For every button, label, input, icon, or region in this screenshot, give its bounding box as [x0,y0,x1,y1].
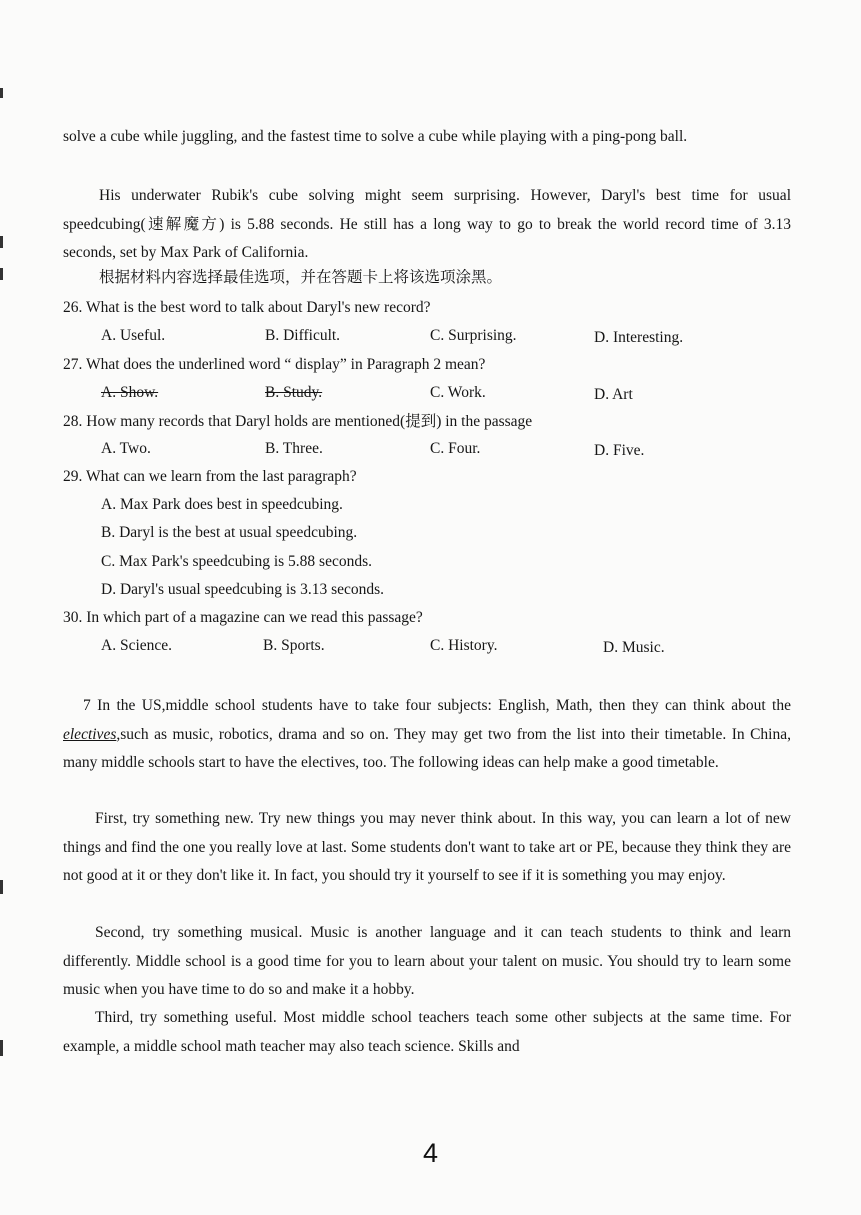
question-27: 27. What does the underlined word “ display” in Paragraph 2 mean? [63,356,486,373]
q30-option-d[interactable]: D. Music. [603,639,665,656]
q28-option-a[interactable]: A. Two. [101,440,151,457]
q27-option-d[interactable]: D. Art [594,386,633,403]
question-28: 28. How many records that Daryl holds are mentioned(提到) in the passage [63,413,533,430]
q30-option-c[interactable]: C. History. [430,637,498,654]
q28-option-d[interactable]: D. Five. [594,442,645,459]
passage-b-p1-text-a: In the US,middle school students have to take four subjects: English, Math, then they can think about the [97,697,791,714]
scan-mark [0,268,3,280]
q29-option-a[interactable]: A. Max Park does best in speedcubing. [101,496,343,513]
scan-mark [0,880,3,894]
passage-a-paragraph-end: solve a cube while juggling, and the fastest time to solve a cube while playing with a ping-pong ball. [63,128,688,145]
passage-b-p1-text-b: ,such as music, robotics, drama and so on. They may get two from the list into their timetable. In China, many middle schools start to have the electives, too. The following ideas can help make a good timetable. [63,725,791,771]
q26-option-c[interactable]: C. Surprising. [430,327,517,344]
q26-option-d[interactable]: D. Interesting. [594,329,684,346]
passage-b-paragraph-2: First, try something new. Try new things you may never think about. In this way, you can learn a lot of new things and find the one you really love at last. Some students don't want to take art or PE, because they think they are not good at it or they don't like it. In fact, you should try it yourself to see if it is something you may enjoy. [63,810,791,884]
question-30: 30. In which part of a magazine can we read this passage? [63,609,423,626]
q26-option-a[interactable]: A. Useful. [101,327,166,344]
q30-option-b[interactable]: B. Sports. [263,637,325,654]
question-26: 26. What is the best word to talk about Daryl's new record? [63,299,431,316]
q26-option-b[interactable]: B. Difficult. [265,327,341,344]
passage-b-paragraph-3: Second, try something musical. Music is another language and it can teach students to think and learn differently. Middle school is a good time for you to learn about your talent on music. You should try to learn some music when you have time to do so and make it a hobby. [63,924,791,998]
instruction-text: 根据材料内容选择最佳选项，并在答题卡上将该选项涂黑。 [99,269,503,286]
q28-option-c[interactable]: C. Four. [430,440,481,457]
q28-option-b[interactable]: B. Three. [265,440,323,457]
q29-option-c[interactable]: C. Max Park's speedcubing is 5.88 seconds. [101,553,373,570]
question-29: 29. What can we learn from the last paragraph? [63,468,357,485]
page-number: 4 [422,1138,439,1168]
underlined-word-electives: electives [63,725,117,743]
passage-b-paragraph-1 [63,692,791,778]
passage-a-last-paragraph: His underwater Rubik's cube solving might seem surprising. However, Daryl's best time for usual speedcubing(速解魔方) is 5.88 seconds. He still has a long way to go to break the world record time of 3.13 seconds, set by Max Park of California. [63,187,791,261]
scan-mark [0,88,3,98]
scan-mark [0,1040,3,1056]
scan-mark [0,236,3,248]
q27-option-c[interactable]: C. Work. [430,384,486,401]
q30-option-a[interactable]: A. Science. [101,637,173,654]
q27-option-a[interactable]: A. Show. [101,384,159,401]
q29-option-b[interactable]: B. Daryl is the best at usual speedcubing. [101,524,358,541]
passage-b-paragraph-4: Third, try something useful. Most middle school teachers teach some other subjects at the same time. For example, a middle school math teacher may also teach science. Skills and [63,1009,791,1055]
passage-b-marker: 7 [83,697,91,714]
q27-option-b[interactable]: B. Study. [265,384,323,401]
q29-option-d[interactable]: D. Daryl's usual speedcubing is 3.13 seconds. [101,581,385,598]
